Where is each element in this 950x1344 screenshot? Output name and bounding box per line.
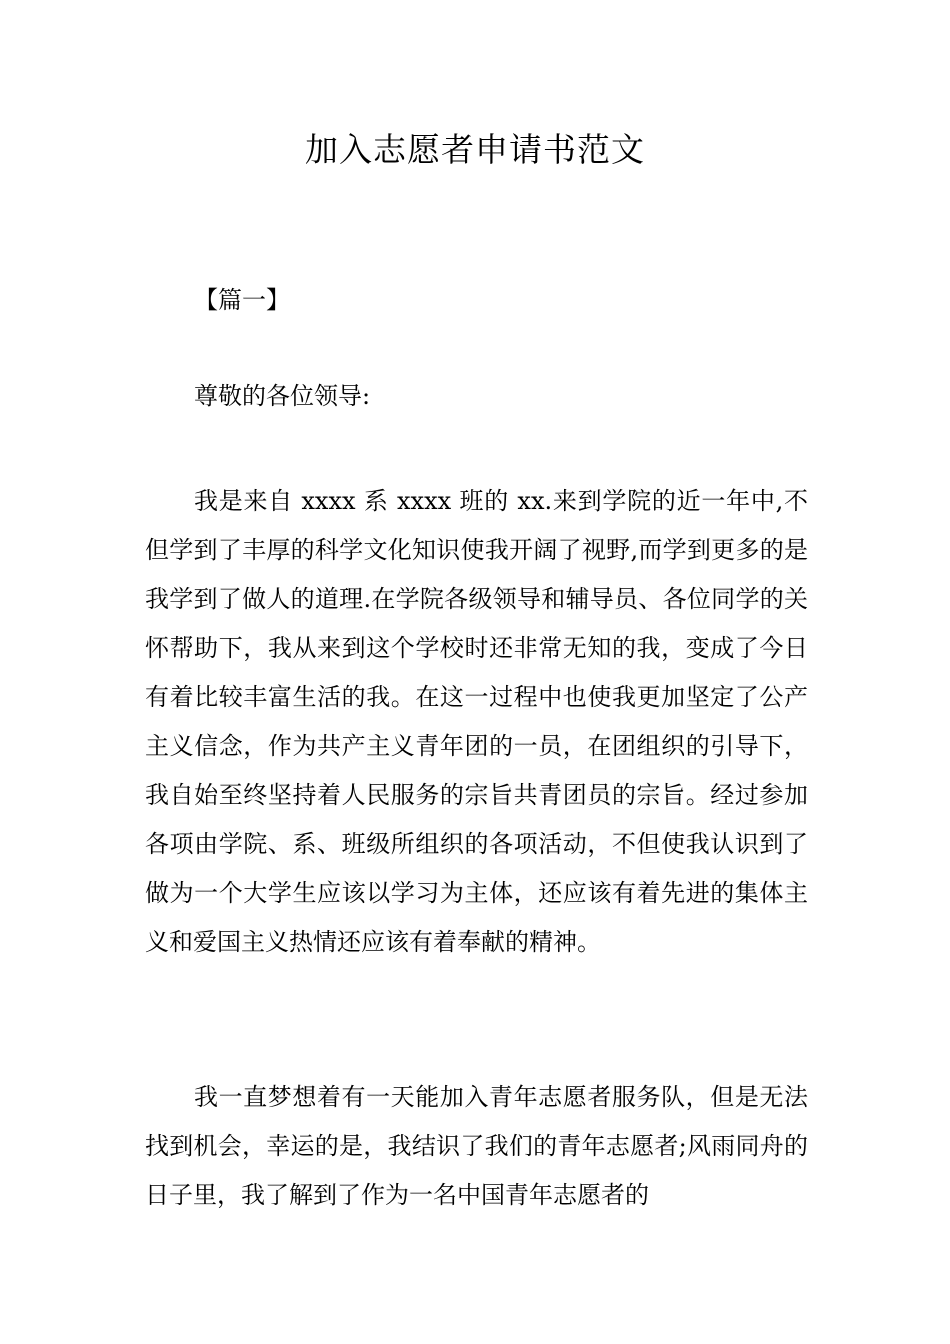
body-paragraph-1: 我是来自 xxxx 系 xxxx 班的 xx.来到学院的近一年中,不但学到了丰厚的科学文化知识使我开阔了视野,而学到更多的是我学到了做人的道理.在学院各级领导和辅导员、各位同学的关怀帮助下，我从来到这个学校时还非常无知的我，变成了今日有着比较丰富生活的我。在这一过程中也使我更加坚定了公产主义信念，作为共产主义青年团的一员，在团组织的引导下，我自始至终坚持着人民服务的宗旨共青团员的宗旨。经过参加各项由学院、系、班级所组织的各项活动，不但使我认识到了做为一个大学生应该以学习为主体，还应该有着先进的集体主义和爱国主义热情还应该有着奉献的精神。	[145, 487, 808, 956]
salutation: 尊敬的各位领导:	[194, 382, 371, 410]
document-title: 加入志愿者申请书范文	[305, 130, 645, 169]
body-paragraph-2: 我一直梦想着有一天能加入青年志愿者服务队，但是无法找到机会，幸运的是，我结识了我们的青年志愿者;风雨同舟的日子里，我了解到了作为一名中国青年志愿者的	[145, 1083, 808, 1209]
section-label: 【篇一】	[194, 286, 290, 314]
